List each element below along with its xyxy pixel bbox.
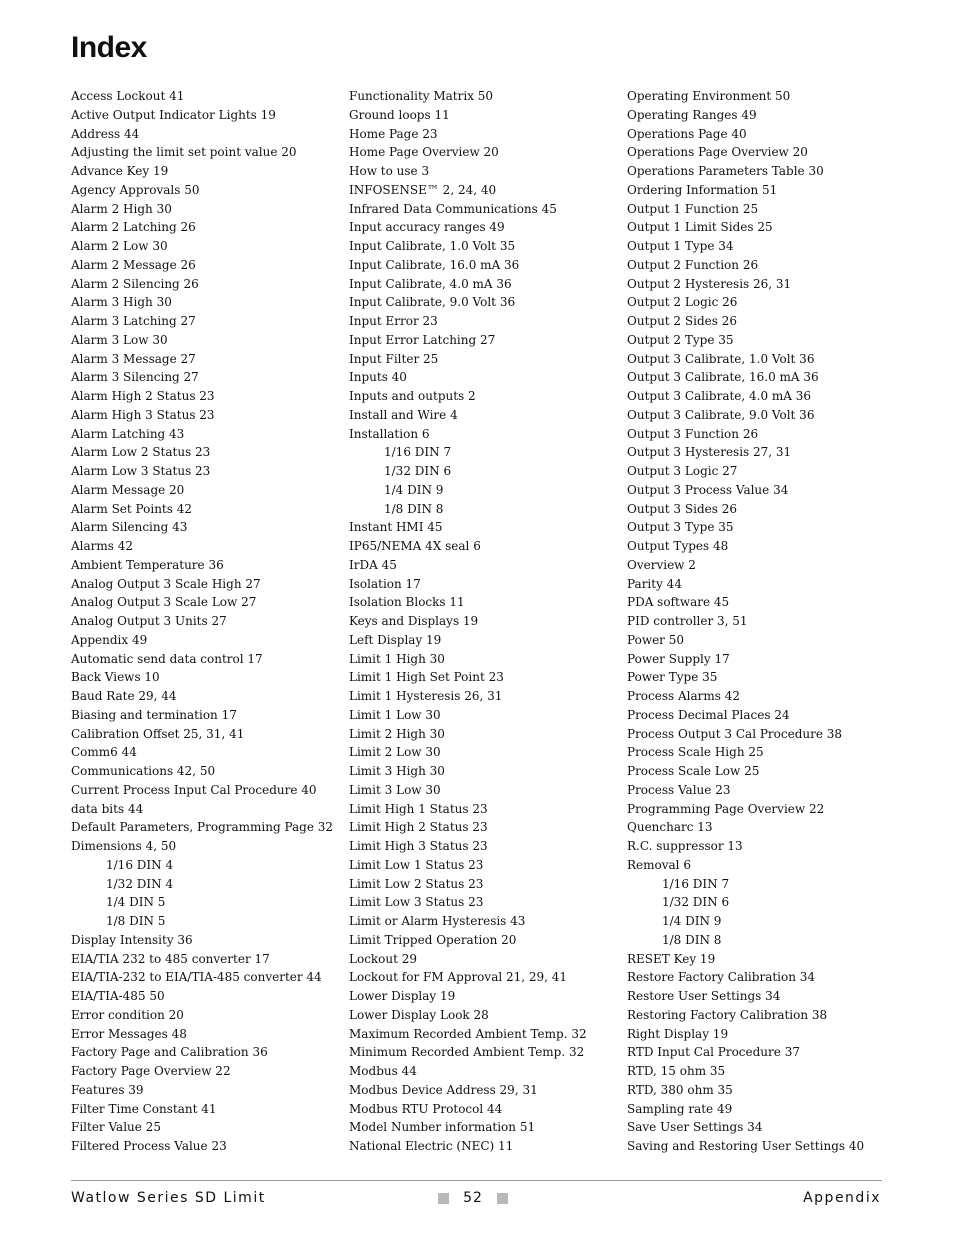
index-entry: Home Page Overview 20 (349, 145, 499, 160)
index-entry: Output 3 Logic 27 (627, 464, 738, 478)
index-entry: Alarm Set Points 42 (71, 501, 192, 516)
index-subentry: 1/32 DIN 6 (662, 895, 730, 910)
index-entry: Active Output Indicator Lights 19 (71, 107, 276, 122)
index-entry: Limit or Alarm Hysteresis 43 (349, 914, 526, 928)
index-entry: Alarm 3 Silencing 27 (71, 370, 199, 385)
index-entry: Output 3 Calibrate, 9.0 Volt 36 (627, 407, 815, 422)
index-entry: Error Messages 48 (71, 1026, 187, 1041)
index-entry: Output 3 Sides 26 (627, 501, 737, 516)
index-entry: Output 2 Logic 26 (627, 295, 738, 310)
index-entry: IP65/NEMA 4X seal 6 (349, 539, 481, 553)
index-entry: Isolation 17 (349, 576, 421, 591)
index-entry: Limit 3 Low 30 (349, 782, 441, 797)
index-subentry: 1/4 DIN 9 (662, 914, 722, 928)
index-entry: Input Error 23 (349, 314, 438, 328)
index-entry: Comm6 44 (71, 745, 137, 760)
index-entry: Alarm 2 Latching 26 (71, 220, 196, 235)
index-entry: Limit High 1 Status 23 (349, 801, 488, 816)
left-square-icon (438, 1193, 449, 1204)
index-entry: Process Output 3 Cal Procedure 38 (627, 726, 843, 741)
index-entry: Output 1 Limit Sides 25 (627, 220, 773, 235)
index-entry: Sampling rate 49 (627, 1101, 733, 1116)
index-entry: RTD Input Cal Procedure 37 (627, 1045, 800, 1060)
index-entry: Ground loops 11 (349, 107, 450, 122)
index-entry: Maximum Recorded Ambient Temp. 32 (349, 1026, 587, 1041)
index-entry: Biasing and termination 17 (71, 707, 237, 722)
index-entry: Left Display 19 (349, 632, 442, 647)
index-entry: Power Supply 17 (627, 651, 730, 666)
index-entry: Lockout 29 (349, 951, 418, 966)
index-entry: Lower Display Look 28 (349, 1007, 489, 1022)
index-entry: Alarm 3 Message 27 (71, 351, 196, 366)
index-entry: Isolation Blocks 11 (349, 595, 465, 610)
index-entry: Inputs and outputs 2 (349, 389, 476, 403)
index-entry: Restore User Settings 34 (627, 989, 781, 1003)
index-entry: Default Parameters, Programming Page 32 (71, 820, 334, 835)
index-entry: Output 2 Type 35 (627, 332, 734, 347)
index-subentry: 1/8 DIN 8 (662, 932, 722, 947)
index-entry: Power 50 (627, 632, 685, 647)
index-entry: Functionality Matrix 50 (349, 89, 494, 103)
index-entry: Current Process Input Cal Procedure 40 (71, 782, 317, 797)
index-subentry: 1/4 DIN 5 (106, 895, 166, 910)
index-entry: Infrared Data Communications 45 (349, 201, 557, 216)
index-entry: Operating Ranges 49 (627, 107, 757, 122)
index-entry: Limit Low 1 Status 23 (349, 857, 484, 872)
index-entry: Filtered Process Value 23 (71, 1139, 227, 1153)
index-subentry: 1/32 DIN 6 (384, 464, 452, 478)
index-entry: Output 3 Calibrate, 16.0 mA 36 (627, 370, 819, 385)
index-subentry: 1/16 DIN 7 (384, 445, 452, 460)
index-entry: Input Error Latching 27 (349, 332, 496, 347)
index-entry: Operations Page Overview 20 (627, 145, 808, 160)
index-entry: Overview 2 (627, 557, 696, 572)
index-entry: Input accuracy ranges 49 (349, 220, 505, 235)
index-entry: Calibration Offset 25, 31, 41 (71, 726, 245, 741)
index-entry: Output 3 Calibrate, 4.0 mA 36 (627, 389, 812, 403)
index-entry: Output 1 Type 34 (627, 239, 734, 253)
index-entry: Keys and Displays 19 (349, 614, 479, 628)
index-entry: IrDA 45 (349, 557, 397, 572)
index-entry: Limit 1 High 30 (349, 651, 445, 666)
page-number: 52 (463, 1190, 483, 1206)
index-entry: Process Decimal Places 24 (627, 707, 790, 722)
index-entry: Input Calibrate, 16.0 mA 36 (349, 257, 520, 272)
index-entry: Operations Parameters Table 30 (627, 164, 824, 178)
index-entry: Programming Page Overview 22 (627, 801, 825, 816)
index-entry: Output Types 48 (627, 539, 729, 553)
index-entry: Output 3 Hysteresis 27, 31 (627, 445, 792, 460)
index-entry: Operations Page 40 (627, 126, 747, 141)
index-entry: RTD, 15 ohm 35 (627, 1064, 726, 1078)
index-entry: EIA/TIA-485 50 (71, 989, 165, 1003)
index-entry: Output 3 Type 35 (627, 520, 734, 535)
index-entry: Alarm Latching 43 (71, 426, 185, 441)
index-entry: Features 39 (71, 1082, 144, 1097)
index-entry: Ordering Information 51 (627, 182, 778, 197)
index-entry: Communications 42, 50 (71, 764, 216, 778)
index-entry: Process Scale Low 25 (627, 764, 760, 778)
index-entry: National Electric (NEC) 11 (349, 1139, 514, 1153)
index-entry: Restoring Factory Calibration 38 (627, 1007, 828, 1022)
index-entry: Alarm Low 2 Status 23 (71, 445, 211, 460)
index-entry: Analog Output 3 Scale Low 27 (71, 595, 257, 610)
page-title: Index (71, 31, 147, 64)
index-entry: INFOSENSE™ 2, 24, 40 (349, 182, 497, 197)
index-entry: Dimensions 4, 50 (71, 839, 177, 853)
index-entry: Alarm High 2 Status 23 (71, 389, 215, 403)
index-entry: EIA/TIA 232 to 485 converter 17 (71, 951, 270, 966)
index-entry: Limit High 3 Status 23 (349, 839, 488, 853)
index-entry: Input Calibrate, 9.0 Volt 36 (349, 295, 516, 310)
index-entry: Access Lockout 41 (71, 89, 185, 103)
index-entry: Output 3 Process Value 34 (627, 482, 789, 497)
index-entry: Alarm 2 Low 30 (71, 239, 168, 253)
index-entry: Right Display 19 (627, 1026, 729, 1041)
index-entry: Alarm 3 Low 30 (71, 332, 168, 347)
index-entry: Alarm 3 High 30 (71, 295, 172, 310)
index-entry: Saving and Restoring User Settings 40 (627, 1139, 865, 1153)
index-entry: Alarm 2 High 30 (71, 201, 172, 216)
index-entry: Removal 6 (627, 857, 691, 872)
index-entry: Display Intensity 36 (71, 932, 193, 947)
index-entry: Back Views 10 (71, 670, 160, 685)
index-entry: Analog Output 3 Units 27 (71, 614, 227, 628)
index-entry: Input Filter 25 (349, 351, 439, 366)
index-entry: Lockout for FM Approval 21, 29, 41 (349, 970, 568, 985)
footer-divider (71, 1180, 882, 1181)
index-entry: Limit 1 High Set Point 23 (349, 670, 504, 685)
index-entry: Limit 3 High 30 (349, 764, 445, 778)
index-entry: Automatic send data control 17 (71, 651, 263, 666)
index-entry: data bits 44 (71, 801, 144, 816)
index-entry: Limit 1 Low 30 (349, 707, 441, 722)
index-entry: Minimum Recorded Ambient Temp. 32 (349, 1045, 585, 1060)
index-entry: Power Type 35 (627, 670, 718, 685)
index-entry: Alarm Silencing 43 (71, 520, 188, 535)
index-entry: Output 3 Function 26 (627, 426, 759, 441)
index-entry: Install and Wire 4 (349, 407, 458, 422)
index-entry: Alarm High 3 Status 23 (71, 407, 215, 422)
index-entry: Lower Display 19 (349, 989, 456, 1003)
index-entry: Baud Rate 29, 44 (71, 689, 177, 703)
index-entry: Installation 6 (349, 426, 430, 441)
index-entry: Alarm 2 Silencing 26 (71, 276, 199, 291)
index-entry: Output 1 Function 25 (627, 201, 759, 216)
index-entry: Process Scale High 25 (627, 745, 764, 760)
index-entry: Error condition 20 (71, 1007, 184, 1022)
index-entry: Appendix 49 (71, 632, 148, 647)
index-entry: Limit Low 2 Status 23 (349, 876, 484, 891)
index-entry: PDA software 45 (627, 595, 730, 610)
index-entry: Alarm Message 20 (71, 482, 185, 497)
index-entry: Filter Value 25 (71, 1120, 161, 1135)
index-entry: Advance Key 19 (71, 164, 169, 178)
index-entry: Process Alarms 42 (627, 689, 741, 703)
index-entry: Alarms 42 (71, 539, 134, 553)
footer-section-name: Appendix (803, 1190, 881, 1206)
index-entry: Alarm 3 Latching 27 (71, 314, 196, 328)
index-entry: Address 44 (71, 126, 140, 141)
index-subentry: 1/8 DIN 5 (106, 914, 166, 928)
index-subentry: 1/32 DIN 4 (106, 876, 174, 891)
index-entry: Save User Settings 34 (627, 1120, 763, 1135)
index-entry: Output 2 Hysteresis 26, 31 (627, 276, 792, 291)
index-entry: Modbus 44 (349, 1064, 417, 1078)
index-entry: Input Calibrate, 1.0 Volt 35 (349, 239, 516, 253)
index-entry: Modbus Device Address 29, 31 (349, 1082, 538, 1097)
index-entry: Adjusting the limit set point value 20 (71, 145, 297, 160)
index-entry: Analog Output 3 Scale High 27 (71, 576, 261, 591)
index-entry: Limit 1 Hysteresis 26, 31 (349, 689, 503, 703)
footer-document-title: Watlow Series SD Limit (71, 1190, 266, 1206)
index-entry: Limit 2 Low 30 (349, 745, 441, 760)
index-entry: Process Value 23 (627, 782, 731, 797)
index-column-3 (627, 87, 902, 1156)
index-entry: Agency Approvals 50 (71, 182, 200, 197)
index-entry: Quencharc 13 (627, 820, 713, 835)
index-entry: Output 2 Function 26 (627, 257, 759, 272)
index-entry: Inputs 40 (349, 370, 407, 385)
footer-page-indicator (438, 1187, 508, 1209)
index-subentry: 1/4 DIN 9 (384, 482, 444, 497)
index-subentry: 1/16 DIN 4 (106, 857, 174, 872)
index-entry: Operating Environment 50 (627, 89, 791, 103)
index-entry: Parity 44 (627, 576, 682, 591)
index-entry: Output 2 Sides 26 (627, 314, 737, 328)
index-entry: Limit 2 High 30 (349, 726, 445, 741)
index-entry: Model Number information 51 (349, 1120, 536, 1135)
index-entry: R.C. suppressor 13 (627, 839, 743, 853)
index-column-2 (349, 87, 624, 1156)
index-entry: Factory Page Overview 22 (71, 1064, 231, 1078)
index-entry: Modbus RTU Protocol 44 (349, 1101, 503, 1116)
index-entry: Alarm Low 3 Status 23 (71, 464, 211, 478)
index-entry: Alarm 2 Message 26 (71, 257, 196, 272)
index-entry: Output 3 Calibrate, 1.0 Volt 36 (627, 351, 815, 366)
index-entry: Limit Tripped Operation 20 (349, 932, 517, 947)
index-subentry: 1/16 DIN 7 (662, 876, 730, 891)
index-subentry: 1/8 DIN 8 (384, 501, 444, 516)
index-entry: Restore Factory Calibration 34 (627, 970, 816, 985)
index-entry: Limit High 2 Status 23 (349, 820, 488, 835)
index-entry: RTD, 380 ohm 35 (627, 1082, 733, 1097)
index-entry: Input Calibrate, 4.0 mA 36 (349, 276, 512, 291)
right-square-icon (497, 1193, 508, 1204)
index-entry: Instant HMI 45 (349, 520, 443, 535)
index-entry: Limit Low 3 Status 23 (349, 895, 484, 910)
index-column-1 (71, 87, 346, 1156)
index-entry: EIA/TIA-232 to EIA/TIA-485 converter 44 (71, 970, 322, 985)
index-entry: Filter Time Constant 41 (71, 1101, 217, 1116)
index-entry: Home Page 23 (349, 126, 438, 141)
index-entry: Ambient Temperature 36 (71, 557, 224, 572)
index-entry: PID controller 3, 51 (627, 614, 748, 628)
index-entry: Factory Page and Calibration 36 (71, 1045, 268, 1060)
index-entry: RESET Key 19 (627, 951, 716, 966)
index-entry: How to use 3 (349, 164, 430, 178)
